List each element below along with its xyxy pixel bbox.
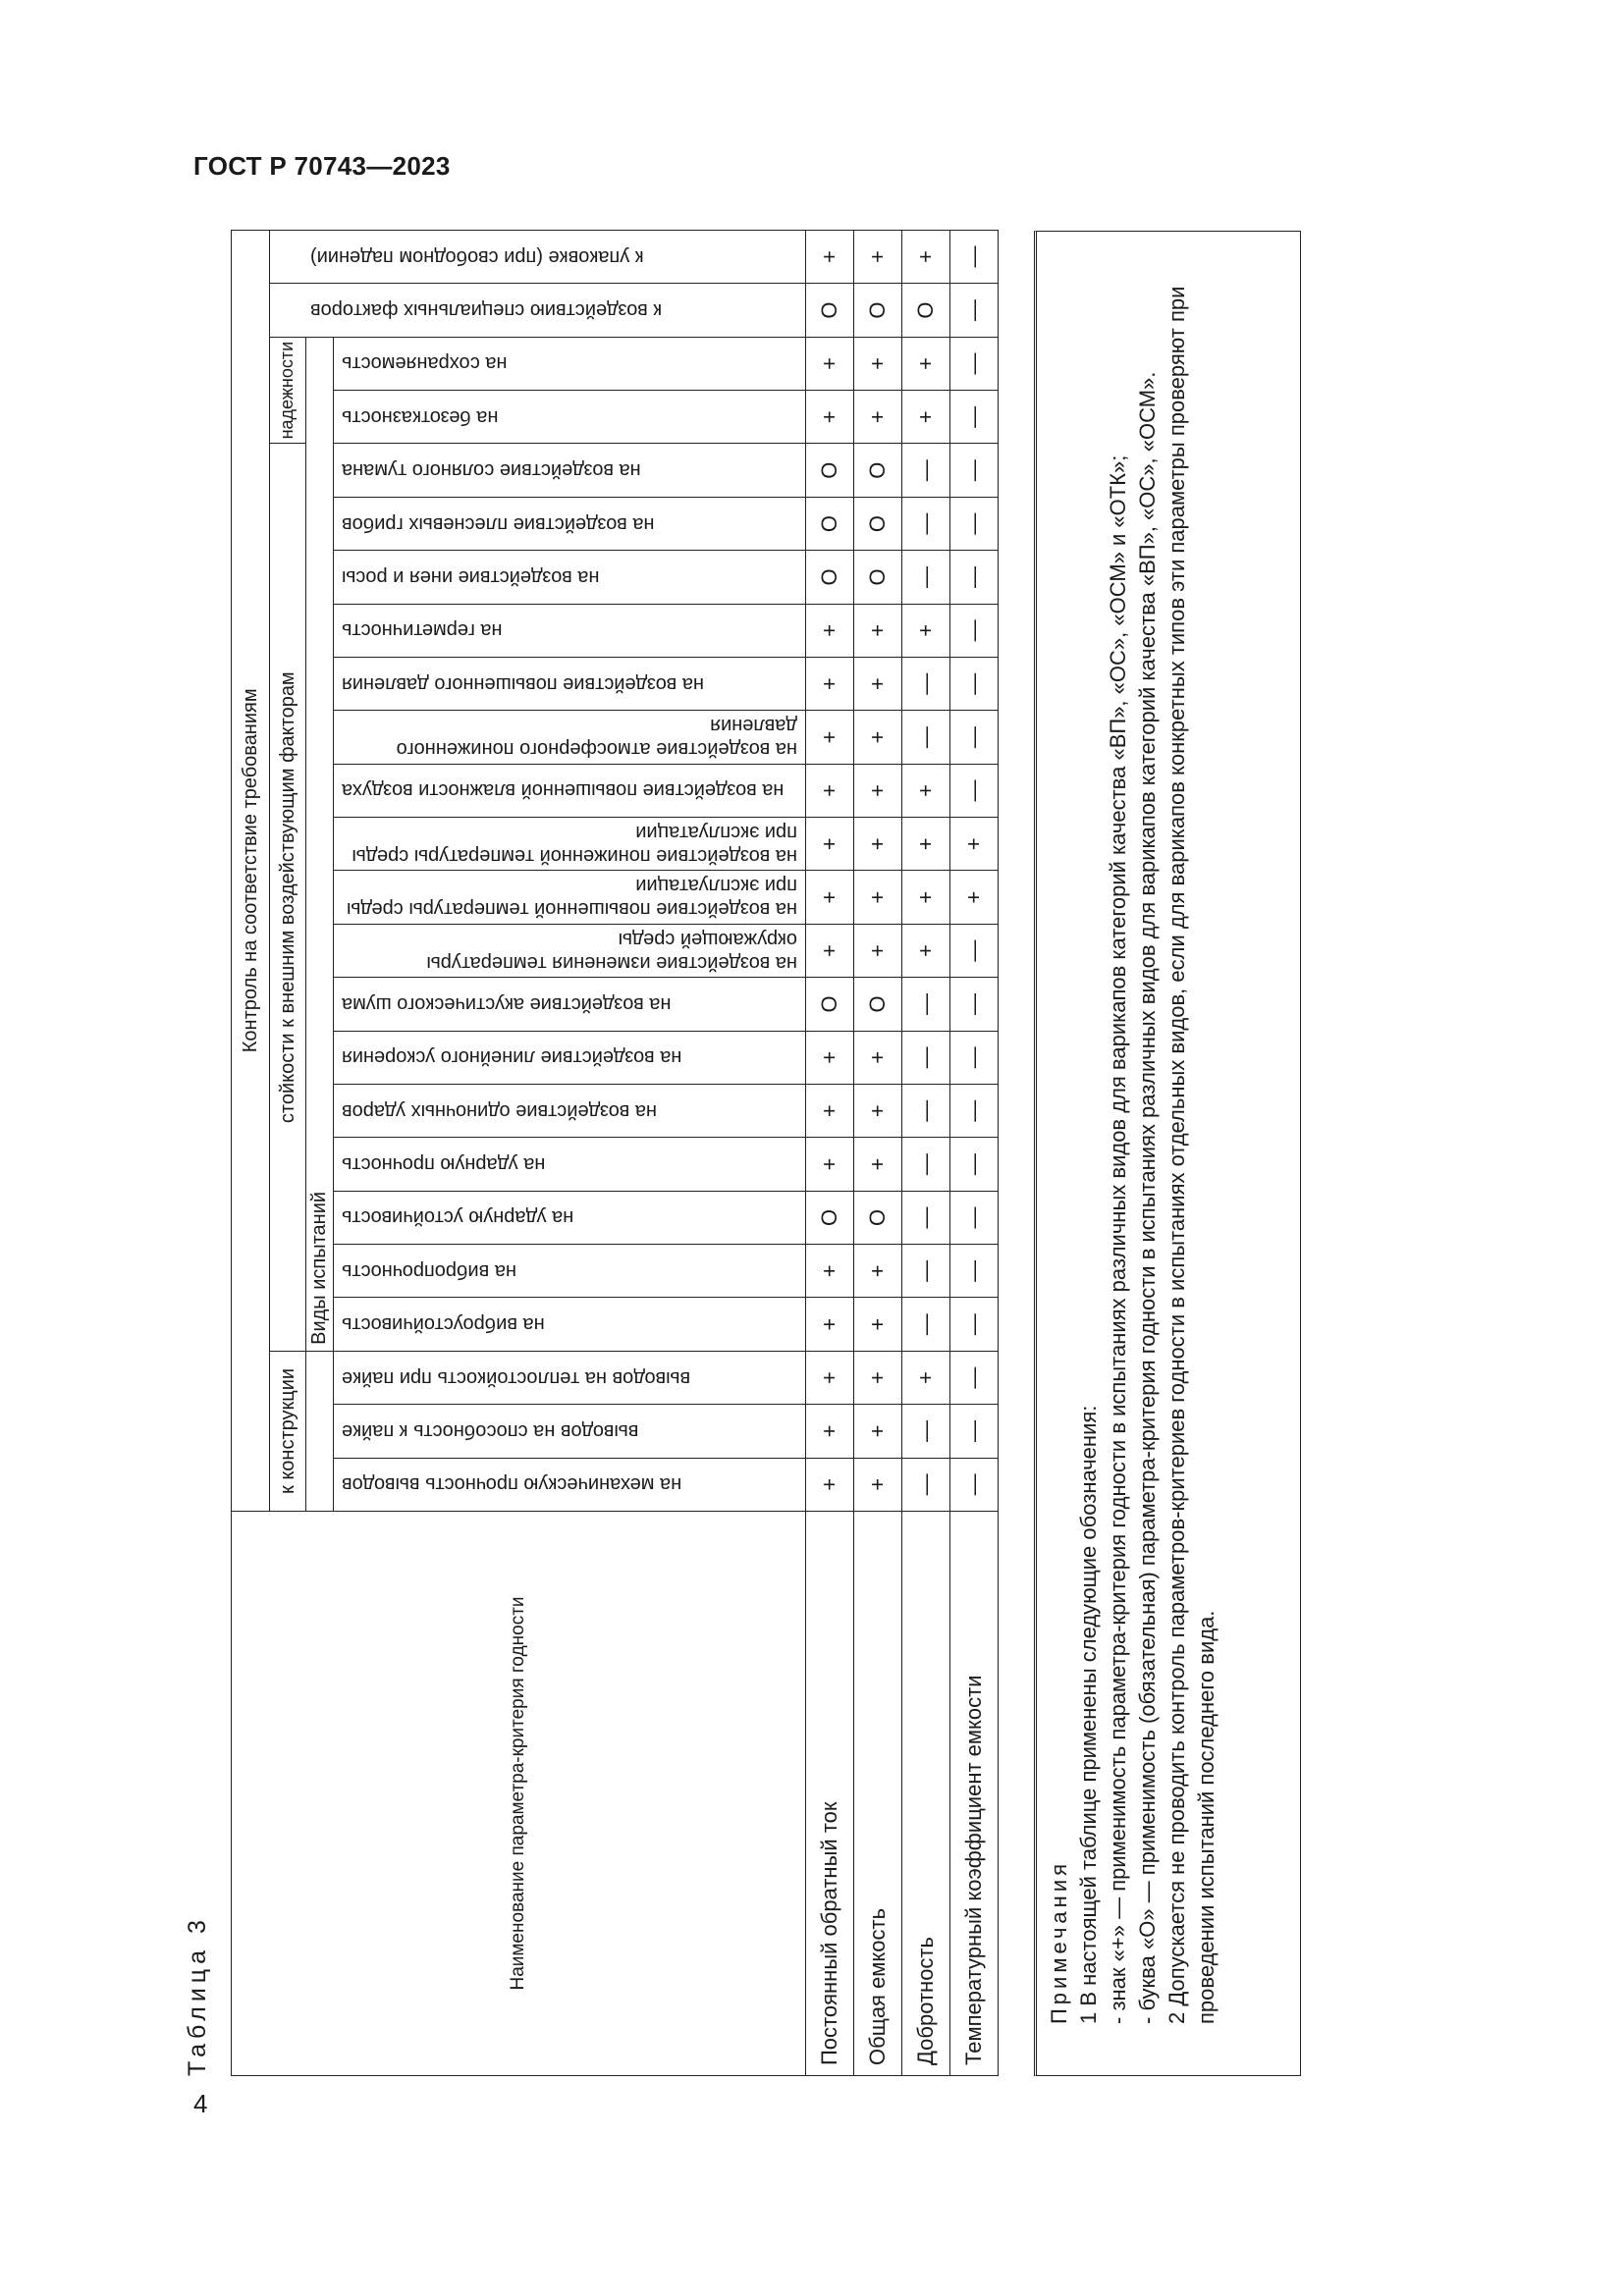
- symbol-cell: О: [806, 497, 854, 550]
- symbol-cell: +: [854, 1298, 902, 1351]
- stub-header: Наименование параметра-критерия годности: [507, 1596, 528, 1991]
- top-header: Контроль на соответствие требованиям: [232, 230, 270, 1511]
- symbol-cell: +: [806, 658, 854, 711]
- symbol-cell: +: [950, 818, 999, 871]
- symbol-cell: +: [806, 337, 854, 390]
- col-header-15: на воздействие повышенного давления: [334, 658, 806, 711]
- col-header-9: на воздействие акустического шума: [334, 978, 806, 1031]
- symbol-cell: +: [950, 871, 999, 924]
- col-header-5: на ударную устойчивость: [334, 1191, 806, 1244]
- symbol-cell: О: [806, 551, 854, 604]
- symbol-cell: О: [854, 497, 902, 550]
- symbol-cell: +: [806, 924, 854, 977]
- symbol-cell: О: [902, 284, 950, 337]
- symbol-cell: +: [806, 230, 854, 284]
- col-header-17: на воздействие инея и росы: [334, 551, 806, 604]
- symbol-cell: +: [806, 818, 854, 871]
- symbol-cell: +: [806, 1031, 854, 1084]
- symbol-cell: —: [902, 978, 950, 1031]
- symbol-cell: +: [902, 764, 950, 817]
- note-2: 2 Допускается не проводить контроль параметров-критериев годности в испытаниях отдельных видов, если для варикапов конкретных типов эти параметры проверяют при проведении испытаний последнего вида.: [1164, 286, 1218, 2024]
- table-row: [854, 230, 902, 2075]
- col-header-4: на вибропрочность: [334, 1245, 806, 1298]
- col-header-23: к упаковке (при свободном падении): [270, 230, 806, 284]
- symbol-cell: +: [854, 337, 902, 390]
- symbol-cell: +: [806, 1245, 854, 1298]
- symbol-cell: —: [950, 711, 999, 764]
- symbol-cell: +: [854, 1351, 902, 1404]
- note-o: - буква «О» — применимость (обязательная) параметра-критерия годности в испытаниях различных видов для варикапов категорий качества «ВП», «ОС», «ОСМ».: [1135, 371, 1160, 2024]
- symbol-cell: +: [854, 1458, 902, 1511]
- stub-header-cell: [232, 1512, 806, 2076]
- symbol-cell: —: [950, 497, 999, 550]
- symbol-cell: О: [854, 1191, 902, 1244]
- symbol-cell: —: [902, 1405, 950, 1458]
- col-header-10: на воздействие изменения температуры окружающей среды: [334, 924, 806, 977]
- symbol-cell: —: [950, 391, 999, 444]
- note-plus: - знак «+» — применимость параметра-критерия годности в испытаниях различных видов для варикапов категорий качества «ВП», «ОС», «ОСМ» и «ОТК»;: [1106, 454, 1130, 2024]
- symbol-cell: +: [854, 924, 902, 977]
- symbol-cell: +: [854, 391, 902, 444]
- table-body: [806, 230, 999, 2075]
- col-header-16: на герметичность: [334, 604, 806, 657]
- symbol-cell: —: [902, 1245, 950, 1298]
- symbol-cell: —: [902, 1031, 950, 1084]
- table-notes: [1034, 231, 1301, 2076]
- symbol-cell: +: [854, 658, 902, 711]
- symbol-cell: О: [854, 444, 902, 497]
- col-header-12: на воздействие пониженной температуры среды при эксплуатации: [334, 818, 806, 871]
- col-header-1: выводов на способность к пайке: [334, 1405, 806, 1458]
- symbol-cell: —: [950, 604, 999, 657]
- symbol-cell: —: [950, 1245, 999, 1298]
- col-header-8: на воздействие линейного ускорения: [334, 1031, 806, 1084]
- symbol-cell: +: [854, 230, 902, 284]
- symbol-cell: —: [902, 658, 950, 711]
- symbol-cell: О: [854, 551, 902, 604]
- symbol-cell: +: [902, 391, 950, 444]
- symbol-cell: —: [902, 1085, 950, 1138]
- symbol-cell: +: [854, 604, 902, 657]
- symbol-cell: +: [806, 1298, 854, 1351]
- symbol-cell: +: [806, 1351, 854, 1404]
- col-header-19: на воздействие соляного тумана: [334, 444, 806, 497]
- symbol-cell: +: [854, 818, 902, 871]
- row-name: Общая емкость: [854, 1512, 902, 2076]
- symbol-cell: —: [950, 444, 999, 497]
- row-name: Температурный коэффициент емкости: [950, 1512, 999, 2076]
- col-header-14: на воздействие атмосферного пониженного давления: [334, 711, 806, 764]
- symbol-cell: —: [902, 1458, 950, 1511]
- symbol-cell: +: [902, 818, 950, 871]
- document-header: ГОСТ Р 70743—2023: [193, 151, 451, 181]
- symbol-cell: +: [806, 711, 854, 764]
- symbol-cell: —: [950, 658, 999, 711]
- symbol-cell: —: [950, 1458, 999, 1511]
- symbol-cell: +: [806, 391, 854, 444]
- symbol-cell: —: [950, 1138, 999, 1191]
- symbol-cell: О: [854, 978, 902, 1031]
- symbol-cell: О: [806, 978, 854, 1031]
- symbol-cell: +: [902, 924, 950, 977]
- symbol-cell: —: [902, 497, 950, 550]
- page-number: 4: [193, 2089, 208, 2118]
- symbol-cell: +: [806, 604, 854, 657]
- symbol-cell: +: [854, 764, 902, 817]
- table-row: [902, 230, 950, 2075]
- table-row: [950, 230, 999, 2075]
- symbol-cell: +: [806, 764, 854, 817]
- symbol-cell: —: [950, 1298, 999, 1351]
- symbol-cell: —: [950, 230, 999, 284]
- symbol-cell: —: [902, 1191, 950, 1244]
- row-name: Постоянный обратный ток: [806, 1512, 854, 2076]
- symbol-cell: +: [806, 1138, 854, 1191]
- symbol-cell: —: [902, 1138, 950, 1191]
- symbol-cell: О: [806, 284, 854, 337]
- symbol-cell: +: [806, 1085, 854, 1138]
- symbol-cell: —: [902, 711, 950, 764]
- col-header-20: на безотказность: [334, 391, 806, 444]
- symbol-cell: —: [950, 551, 999, 604]
- symbol-cell: +: [806, 1405, 854, 1458]
- symbol-cell: О: [806, 1191, 854, 1244]
- col-header-0: на механическую прочность выводов: [334, 1458, 806, 1511]
- col-header-13: на воздействие повышенной влажности воздуха: [334, 764, 806, 817]
- symbol-cell: +: [806, 1458, 854, 1511]
- symbol-cell: —: [950, 764, 999, 817]
- symbol-cell: +: [902, 604, 950, 657]
- col-header-11: на воздействие повышенной температуры среды при эксплуатации: [334, 871, 806, 924]
- symbol-cell: —: [950, 337, 999, 390]
- col-header-3: на виброустойчивость: [334, 1298, 806, 1351]
- symbol-cell: +: [854, 1245, 902, 1298]
- symbol-cell: +: [854, 1138, 902, 1191]
- symbol-cell: +: [902, 1351, 950, 1404]
- col-header-6: на ударную прочность: [334, 1138, 806, 1191]
- symbol-cell: —: [950, 1191, 999, 1244]
- symbol-cell: —: [950, 978, 999, 1031]
- notes-title: Примечания: [1047, 1859, 1071, 2024]
- symbol-cell: О: [806, 444, 854, 497]
- symbol-cell: —: [902, 551, 950, 604]
- col-header-22: к воздействию специальных факторов: [270, 284, 806, 337]
- symbol-cell: О: [854, 284, 902, 337]
- table-caption: Таблица 3: [184, 1915, 211, 2076]
- symbol-cell: +: [854, 1405, 902, 1458]
- symbol-cell: +: [854, 1031, 902, 1084]
- group-external-factors: стойкости к внешним воздействующим факторам: [270, 444, 306, 1351]
- symbol-cell: —: [902, 1298, 950, 1351]
- symbol-cell: +: [902, 337, 950, 390]
- symbol-cell: —: [902, 444, 950, 497]
- col-header-2: выводов на теплостойкость при пайке: [334, 1351, 806, 1404]
- col-header-18: на воздействие плесневых грибов: [334, 497, 806, 550]
- test-types-header: Виды испытаний: [306, 337, 334, 1351]
- col-header-7: на воздействие одиночных ударов: [334, 1085, 806, 1138]
- symbol-cell: +: [902, 871, 950, 924]
- symbol-cell: +: [854, 711, 902, 764]
- symbol-cell: +: [854, 871, 902, 924]
- symbol-cell: —: [950, 1405, 999, 1458]
- table-row: [806, 230, 854, 2075]
- symbol-cell: +: [806, 871, 854, 924]
- construction-spacer: [306, 1351, 334, 1511]
- group-reliability: надежности: [270, 337, 306, 444]
- row-name: Добротность: [902, 1512, 950, 2076]
- symbol-cell: —: [950, 1085, 999, 1138]
- rotated-table-block: [184, 231, 1301, 2076]
- col-header-21: на сохраняемость: [334, 337, 806, 390]
- symbol-cell: —: [950, 284, 999, 337]
- symbol-cell: —: [950, 1031, 999, 1084]
- note-1: 1 В настоящей таблице применены следующие обозначения:: [1076, 1405, 1101, 2024]
- test-applicability-table: [231, 230, 999, 2076]
- group-construction: к конструкции: [270, 1351, 306, 1511]
- symbol-cell: +: [854, 1085, 902, 1138]
- symbol-cell: —: [950, 1351, 999, 1404]
- symbol-cell: +: [902, 230, 950, 284]
- symbol-cell: —: [950, 924, 999, 977]
